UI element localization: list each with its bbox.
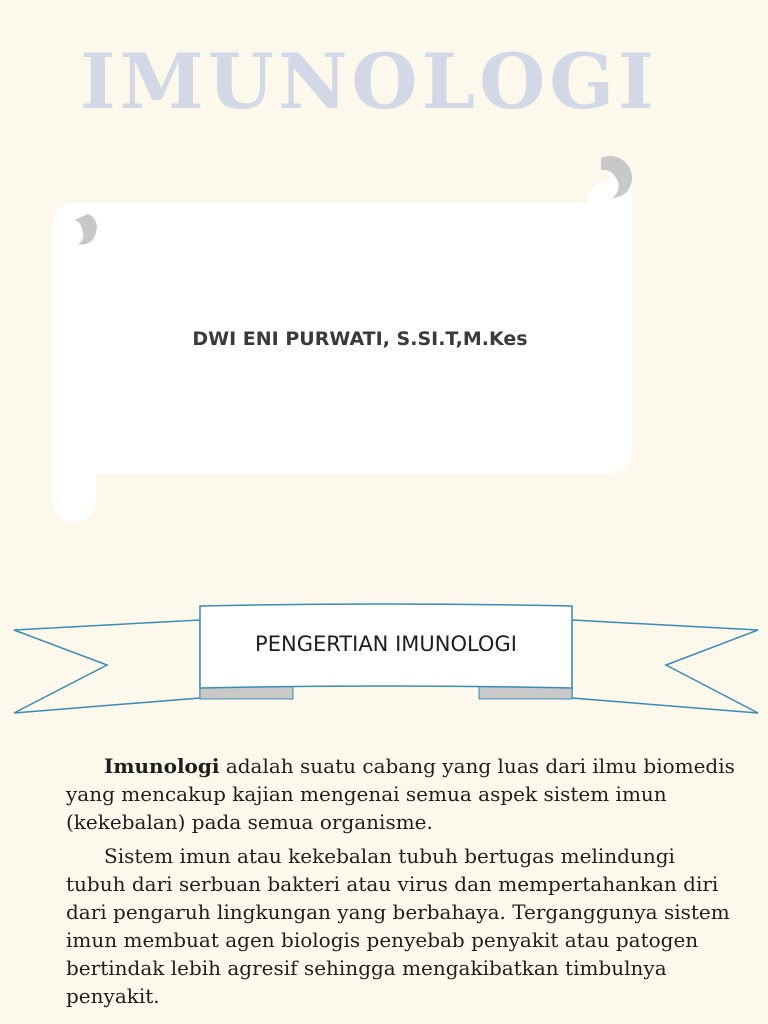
paragraph-definition: [66, 752, 736, 836]
term-imunologi: Imunologi: [104, 754, 220, 778]
paragraph-definition-text: adalah suatu cabang yang luas dari ilmu biomedis yang mencakup kajian mengenai semua aspek sistem imun (kekebalan) pada semua organisme.: [66, 754, 735, 834]
ribbon-tail-left: [14, 620, 200, 713]
paragraph-immune-system: Sistem imun atau kekebalan tubuh bertugas melindungi tubuh dari serbuan bakteri atau virus dan mempertahankan diri dari pengaruh lingkungan yang berbahaya. Terganggunya sistem imun membuat agen biologis penyebab penyakit atau patogen bertindak lebih agresif sehingga mengakibatkan timbulnya penyakit.: [66, 844, 730, 1008]
author-name: DWI ENI PURWATI, S.SI.T,M.Kes: [192, 328, 528, 350]
section-heading: PENGERTIAN IMUNOLOGI: [255, 632, 517, 656]
ribbon-tail-right: [572, 620, 758, 713]
scroll-body: [52, 203, 632, 522]
section-ribbon: [0, 596, 768, 721]
slide-title: IMUNOLOGI: [80, 37, 658, 126]
body-text: [66, 752, 736, 1016]
